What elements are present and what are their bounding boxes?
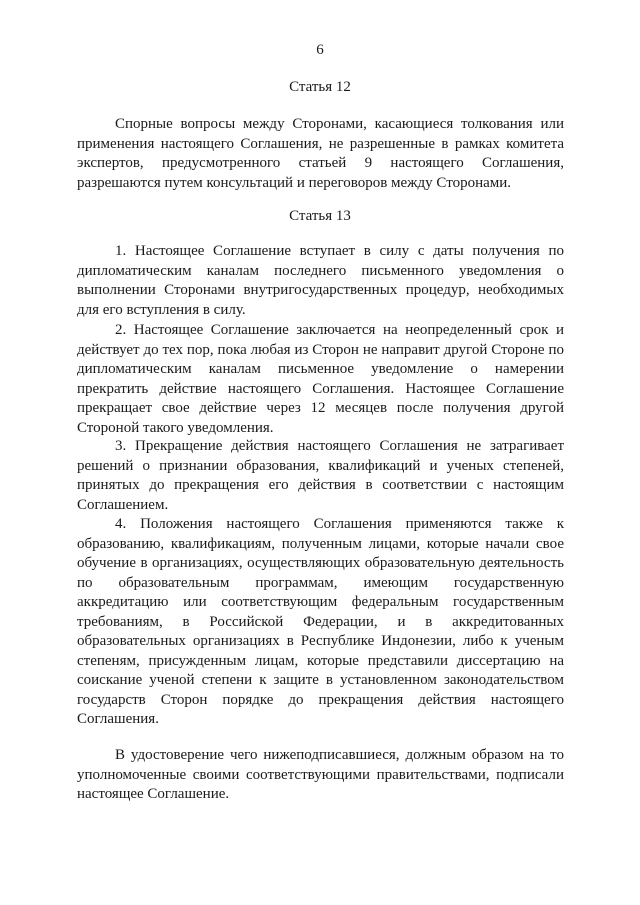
closing-paragraph: В удостоверение чего нижеподписавшиеся, должным образом на то уполномоченные своими соответствующими правительствами, подписали настоящее Соглашение. bbox=[77, 747, 564, 802]
article-13-heading: Статья 13 bbox=[289, 208, 351, 224]
article-13-paragraph-4: 4. Положения настоящего Соглашения применяются также к образованию, квалификациям, полученным лицами, которые начали свое обучение в организациях, осуществляющих образовательную деятельность по образовательным программам, имеющим государственную аккредитацию или соответствующим федеральным государственным требованиям, в Российской Федерации, и в аккредитованных образовательных организациях в Республике Индонезии, либо к ученым степеням, присужденным лицам, которые представили диссертацию на соискание ученой степени к защите в установленном законодательством государств Сторон порядке до прекращения действия настоящего Соглашения. bbox=[77, 516, 564, 727]
article-13-paragraph-3: 3. Прекращение действия настоящего Соглашения не затрагивает решений о признании образования, квалификаций и ученых степеней, принятых до прекращения его действия в соответствии с настоящим Соглашением. bbox=[77, 438, 564, 513]
article-13-paragraph-1: 1. Настоящее Соглашение вступает в силу с даты получения по дипломатическим каналам последнего письменного уведомления о выполнении Сторонами внутригосударственных процедур, необходимых для его вступления в силу. bbox=[77, 243, 564, 318]
article-13-paragraph-2: 2. Настоящее Соглашение заключается на неопределенный срок и действует до тех пор, пока любая из Сторон не направит другой Стороне по дипломатическим каналам письменное уведомление о намерении прекратить действие настоящего Соглашения. Настоящее Соглашение прекращает свое действие через 12 месяцев после получения другой Стороной такого уведомления. bbox=[77, 322, 564, 436]
article-12-heading: Статья 12 bbox=[289, 79, 351, 95]
article-12-text: Спорные вопросы между Сторонами, касающиеся толкования или применения настоящего Соглашения, не разрешенные в рамках комитета экспертов, предусмотренного статьей 9 настоящего Соглашения, разрешаются путем консультаций и переговоров между Сторонами. bbox=[77, 116, 564, 191]
page-number: 6 bbox=[316, 42, 324, 58]
